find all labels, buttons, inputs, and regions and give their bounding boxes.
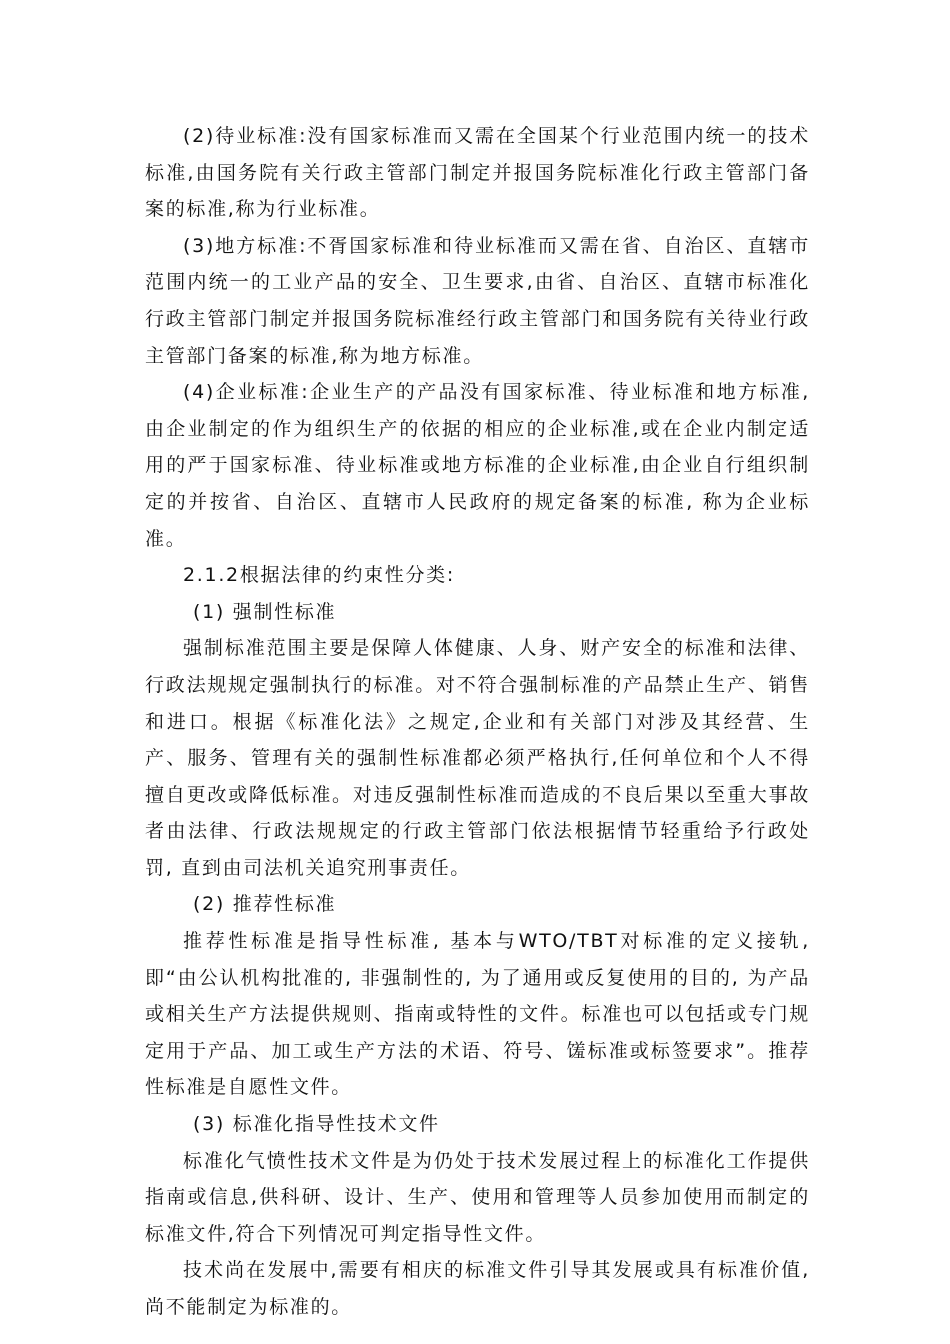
paragraph-mandatory-standard: 强制标准范围主要是保障人体健康、人身、财产安全的标准和法律、行政法规规定强制执行的标准。对不符合强制标准的产品禁止生产、销售和进口。根据《标准化法》之规定,企业和有关部门对涉及其经营、生产、服务、管理有关的强制性标准都必须严格执行,任何单位和个人不得擅自更改或降低标准。对违反强制性标准而造成的不良后果以至重大事故者由法律、行政法规规定的行政主管部门依法根据情节轻重给予行政处罚, 直到由司法机关追究刑事责任。: [145, 637, 810, 879]
paragraph-guidance-document: 标准化气愤性技术文件是为仍处于技术发展过程上的标准化工作提供指南或信息,供科研、设计、生产、使用和管理等人员参加使用而制定的标准文件,符合下列情况可判定指导性文件。: [145, 1149, 810, 1245]
subheading-mandatory-standard: (1) 强制性标准: [193, 600, 337, 623]
section-heading-legal-classification: 2.1.2根据法律的约束性分类:: [183, 564, 455, 587]
paragraph-enterprise-standard: (4)企业标准:企业生产的产品没有国家标准、待业标准和地方标准,由企业制定的作为组织生产的依据的相应的企业标准,或在企业内制定适用的严于国家标准、待业标准或地方标准的企业标准,由企业自行组织制定的并按省、自治区、直辖市人民政府的规定备案的标准, 称为企业标准。: [145, 381, 810, 550]
subheading-recommended-standard: (2) 推荐性标准: [193, 893, 337, 916]
paragraph-local-standard: (3)地方标准:不胥国家标准和待业标准而又需在省、自治区、直辖市范围内统一的工业产品的安全、卫生要求,由省、自治区、直辖市标准化行政主管部门制定并报国务院标准经行政主管部门和国务院有关待业行政主管部门备案的标准,称为地方标准。: [145, 234, 810, 367]
document-body: [145, 118, 810, 1326]
paragraph-recommended-standard: 推荐性标准是指导性标准, 基本与WTO/TBT对标准的定义接轨, 即“由公认机构批准的, 非强制性的, 为了通用或反复使用的目的, 为产品或相关生产方法提供规则、指南或特性的文件。标准也可以包括或专门规定用于产品、加工或生产方法的术语、符号、馐标准或标签要求”。推荐性标准是自愿性文件。: [145, 930, 810, 1099]
paragraph-industry-standard: (2)待业标准:没有国家标准而又需在全国某个行业范围内统一的技术标准,由国务院有关行政主管部门制定并报国务院标准化行政主管部门备案的标准,称为行业标准。: [145, 125, 810, 221]
paragraph-technology-developing: 技术尚在发展中,需要有相庆的标准文件引导其发展或具有标准价值,尚不能制定为标准的。: [145, 1259, 810, 1318]
subheading-guidance-document: (3) 标准化指导性技术文件: [193, 1113, 440, 1136]
